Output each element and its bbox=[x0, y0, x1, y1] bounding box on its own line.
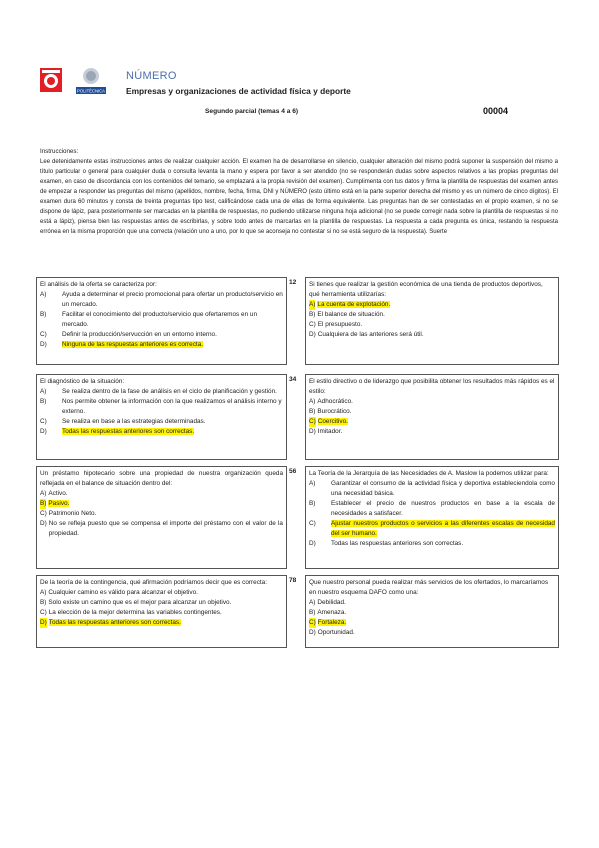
answer-letter: A) bbox=[40, 490, 47, 497]
answer-text bbox=[331, 479, 555, 499]
answer-option bbox=[309, 608, 555, 618]
answer-text bbox=[62, 290, 283, 310]
answer-text bbox=[317, 310, 555, 320]
answer-text-content: Fortaleza. bbox=[317, 619, 347, 626]
answer-option bbox=[40, 519, 283, 539]
answer-text-content: Amenaza. bbox=[317, 609, 347, 616]
answer-text-content: Nos permite obtener la información con la que realizamos el análisis interno y externo. bbox=[62, 398, 282, 415]
answer-option bbox=[309, 539, 555, 549]
answer-letter: B) bbox=[40, 500, 47, 507]
answer-letter: B) bbox=[309, 500, 316, 507]
answer-text-content: Imitador. bbox=[317, 428, 343, 435]
answer-option bbox=[309, 519, 555, 539]
instructions-text: Lee detenidamente estas instrucciones antes de realizar cualquier acción. El examen ha de desarrollarse en silencio, cualquier alteración del mismo podrá suponer la suspensión del mismo a título particular o general para cualquier duda o consulta levanta la mano y espera por favor a ser atendido (no se responderán dudas sobre aspectos relativos a las propias preguntas del examen, en caso de discordancia con los contenidos del temario, se emplazará a la propia revisión del examen). Cumplimenta con tus datos y firma la plantilla de respuestas del examen antes de empezar a responder las preguntas del mismo (apellidos, nombre, fecha, firma, DNI y NÚMERO (esto último está en la parte superior derecha del mismo y es un número de cinco dígitos). El examen dura 60 minutos y consta de treinta preguntas tipo test, calificándose cada una de ellas de forma equivalente. Las preguntas han de ser contestadas en el propio examen, si no se dispone de lápiz, para posteriormente ser marcadas en la plantilla de respuestas, no pudiendo utilizarse ninguna hoja adicional (no se puede corregir nada sobre la plantilla de respuestas si no está a lápiz), piensa bien las respuestas antes de escribirlas, y sobre todo antes de marcarlas en la plantilla de respuestas. La respuesta a cada pregunta es única, restando la respuesta errónea en la misma proporción que una correcta (relación uno a uno, por lo que se aconseja no contestar si no se está seguro de la respuesta). Suerte bbox=[40, 159, 558, 236]
answer-text bbox=[62, 417, 283, 427]
answer-text-content: Ajustar nuestros productos o servicios a las diferentes escalas de necesidad del ser humano. bbox=[331, 520, 555, 537]
politecnica-logo-label: POLITÈCNICA bbox=[77, 88, 105, 94]
answer-text-content: Activo. bbox=[48, 490, 68, 497]
answer-text-content: La cuenta de explotación. bbox=[317, 301, 391, 308]
answer-text-content: Se realiza en base a las estrategias determinadas. bbox=[62, 418, 206, 425]
answer-text bbox=[48, 499, 283, 509]
answer-text bbox=[331, 499, 555, 519]
question-box bbox=[36, 374, 287, 460]
answer-text-content: La elección de la mejor determina las variables contingentes. bbox=[48, 609, 222, 616]
answer-option bbox=[40, 618, 283, 628]
answer-letter: D) bbox=[309, 331, 316, 338]
answer-letter: B) bbox=[40, 311, 47, 318]
answer-option bbox=[40, 499, 283, 509]
answer-letter: D) bbox=[309, 428, 316, 435]
answer-option bbox=[40, 427, 283, 437]
answer-text-content: Burocrático. bbox=[317, 408, 352, 415]
answer-option bbox=[40, 340, 283, 350]
answer-option bbox=[309, 479, 555, 499]
answer-text-content: Oportunidad. bbox=[317, 629, 355, 636]
answer-text-content: Todas las respuestas anteriores son correctas. bbox=[331, 540, 464, 547]
question-box bbox=[305, 374, 559, 460]
question-stem: El análisis de la oferta se caracteriza por: bbox=[40, 281, 157, 288]
answer-text bbox=[318, 320, 555, 330]
answer-letter: B) bbox=[309, 408, 316, 415]
answer-option bbox=[40, 417, 283, 427]
upv-logo-icon bbox=[40, 68, 62, 92]
question-box bbox=[36, 277, 287, 365]
answer-option bbox=[40, 310, 283, 330]
answer-text bbox=[317, 407, 555, 417]
question-stem: Un préstamo hipotecario sobre una propiedad de nuestra organización queda reflejada en el balance de situación dentro del: bbox=[40, 470, 283, 487]
exam-part: Segundo parcial (temas 4 a 6) bbox=[205, 108, 299, 115]
answer-text-content: Facilitar el conocimiento del producto/servicio que ofertaremos en un mercado. bbox=[62, 311, 258, 328]
answer-text bbox=[318, 628, 555, 638]
answer-option bbox=[309, 310, 555, 320]
instructions-label: Instrucciones: bbox=[40, 148, 79, 155]
answer-letter: C) bbox=[309, 418, 316, 425]
answer-text-content: Ninguna de las respuestas anteriores es correcta. bbox=[62, 341, 204, 348]
answer-text-content: Solo existe un camino que es el mejor para alcanzar un objetivo. bbox=[48, 599, 232, 606]
answer-text-content: Ayuda a determinar el precio promocional para ofertar un producto/servicio en un mercado. bbox=[62, 291, 283, 308]
answer-letter: B) bbox=[309, 311, 316, 318]
question-number: 56 bbox=[289, 468, 297, 475]
answer-text bbox=[62, 330, 283, 340]
answer-option bbox=[309, 628, 555, 638]
answer-text-content: Todas las respuestas anteriores son correctas. bbox=[48, 619, 181, 626]
answer-letter: C) bbox=[309, 619, 316, 626]
answer-text bbox=[317, 300, 555, 310]
answer-option bbox=[309, 330, 555, 340]
header-title: NÚMERO bbox=[126, 70, 177, 82]
answer-option bbox=[309, 407, 555, 417]
question-box bbox=[36, 466, 287, 569]
question-number: 12 bbox=[289, 279, 297, 286]
answer-text-content: Adhocrático. bbox=[317, 398, 353, 405]
answer-letter: D) bbox=[309, 629, 316, 636]
answer-option bbox=[309, 598, 555, 608]
answer-text-content: Pasivo. bbox=[48, 500, 70, 507]
answer-letter: C) bbox=[309, 520, 316, 527]
answer-letter: A) bbox=[309, 599, 316, 606]
answer-text bbox=[62, 340, 283, 350]
answer-letter: D) bbox=[40, 341, 47, 348]
answer-text bbox=[48, 588, 283, 598]
answer-option bbox=[40, 290, 283, 310]
answer-letter: D) bbox=[309, 540, 316, 547]
answer-text bbox=[62, 310, 283, 330]
answer-letter: C) bbox=[40, 331, 47, 338]
answer-text-content: Patrimonio Neto. bbox=[48, 510, 97, 517]
answer-letter: D) bbox=[40, 520, 47, 527]
answer-option bbox=[309, 397, 555, 407]
question-stem: Si tienes que realizar la gestión económica de una tienda de productos deportivos, qué herramienta utilizarías: bbox=[309, 281, 543, 298]
answer-option bbox=[40, 489, 283, 499]
answer-option bbox=[40, 509, 283, 519]
answer-option bbox=[40, 387, 283, 397]
answer-letter: B) bbox=[40, 398, 47, 405]
answer-text bbox=[318, 417, 555, 427]
answer-letter: C) bbox=[40, 418, 47, 425]
question-box bbox=[305, 277, 559, 365]
answer-text bbox=[331, 519, 555, 539]
answer-text bbox=[318, 618, 555, 628]
header-subtitle: Empresas y organizaciones de actividad física y deporte bbox=[126, 86, 351, 96]
question-stem: La Teoría de la Jerarquía de las Necesidades de A. Maslow la podemos utilizar para: bbox=[309, 470, 549, 477]
answer-text-content: Cualquier camino es válido para alcanzar el objetivo. bbox=[48, 589, 198, 596]
question-box bbox=[305, 466, 559, 569]
politecnica-logo-icon bbox=[74, 66, 108, 96]
question-box bbox=[305, 575, 559, 648]
question-box bbox=[36, 575, 287, 648]
answer-letter: B) bbox=[309, 609, 316, 616]
question-stem: El estilo directivo o de liderazgo que posibilita obtener los resultados más rápidos es el estilo: bbox=[309, 378, 555, 395]
answer-text-content: El presupuesto. bbox=[317, 321, 363, 328]
answer-text bbox=[317, 608, 555, 618]
answer-text bbox=[62, 427, 283, 437]
answer-letter: A) bbox=[309, 301, 316, 308]
answer-text-content: Todas las respuestas anteriores son correctas. bbox=[62, 428, 195, 435]
answer-letter: B) bbox=[40, 599, 47, 606]
answer-letter: A) bbox=[309, 398, 316, 405]
answer-option bbox=[309, 417, 555, 427]
question-stem: El diagnóstico de la situación: bbox=[40, 378, 125, 385]
answer-option bbox=[309, 300, 555, 310]
answer-text bbox=[49, 608, 283, 618]
answer-letter: A) bbox=[40, 589, 47, 596]
answer-option bbox=[40, 608, 283, 618]
answer-text-content: Garantizar el consumo de la actividad física y deportiva estableciendola como una necesidad básica. bbox=[331, 480, 555, 497]
question-stem: De la teoría de la contingencia, qué afirmación podríamos decir que es correcta: bbox=[40, 579, 267, 586]
answer-option bbox=[309, 618, 555, 628]
answer-option bbox=[40, 598, 283, 608]
question-number: 78 bbox=[289, 577, 297, 584]
answer-text-content: No se refleja puesto que se compensa el importe del préstamo con el valor de la propiedad. bbox=[48, 520, 283, 537]
answer-text-content: Debilidad. bbox=[317, 599, 346, 606]
answer-letter: C) bbox=[309, 321, 316, 328]
answer-letter: D) bbox=[40, 619, 47, 626]
answer-text bbox=[331, 539, 555, 549]
answer-option bbox=[40, 397, 283, 417]
answer-text bbox=[49, 618, 283, 628]
answer-option bbox=[40, 588, 283, 598]
answer-text-content: Definir la producción/servucción en un entorno interno. bbox=[62, 331, 217, 338]
answer-text bbox=[62, 397, 283, 417]
exam-code: 00004 bbox=[483, 106, 509, 116]
answer-letter: A) bbox=[40, 291, 47, 298]
answer-text bbox=[317, 397, 555, 407]
answer-text-content: Coercitivo. bbox=[317, 418, 348, 425]
answer-option bbox=[309, 427, 555, 437]
answer-option bbox=[309, 499, 555, 519]
answer-letter: C) bbox=[40, 510, 47, 517]
answer-text bbox=[49, 519, 283, 539]
answer-letter: C) bbox=[40, 609, 47, 616]
answer-text-content: Se realiza dentro de la fase de análisis en el ciclo de planificación y gestión. bbox=[62, 388, 277, 395]
answer-text bbox=[317, 598, 555, 608]
answer-text-content: Establecer el precio de nuestros productos en base a la escala de necesidades a satisfacer. bbox=[331, 500, 555, 517]
answer-text bbox=[48, 598, 283, 608]
answer-text bbox=[318, 427, 555, 437]
answer-text bbox=[62, 387, 283, 397]
answer-letter: A) bbox=[309, 480, 316, 487]
answer-text bbox=[318, 330, 555, 340]
answer-option bbox=[309, 320, 555, 330]
question-stem: Que nuestro personal pueda realizar más servicios de los ofertados, lo marcaríamos en nuestro esquema DAFO como una: bbox=[309, 579, 549, 596]
question-number: 34 bbox=[289, 376, 297, 383]
answer-option bbox=[40, 330, 283, 340]
answer-letter: D) bbox=[40, 428, 47, 435]
answer-text-content: El balance de situación. bbox=[317, 311, 385, 318]
answer-text-content: Cualquiera de las anteriores será útil. bbox=[317, 331, 424, 338]
answer-text bbox=[48, 489, 283, 499]
answer-text bbox=[49, 509, 283, 519]
answer-letter: A) bbox=[40, 388, 47, 395]
